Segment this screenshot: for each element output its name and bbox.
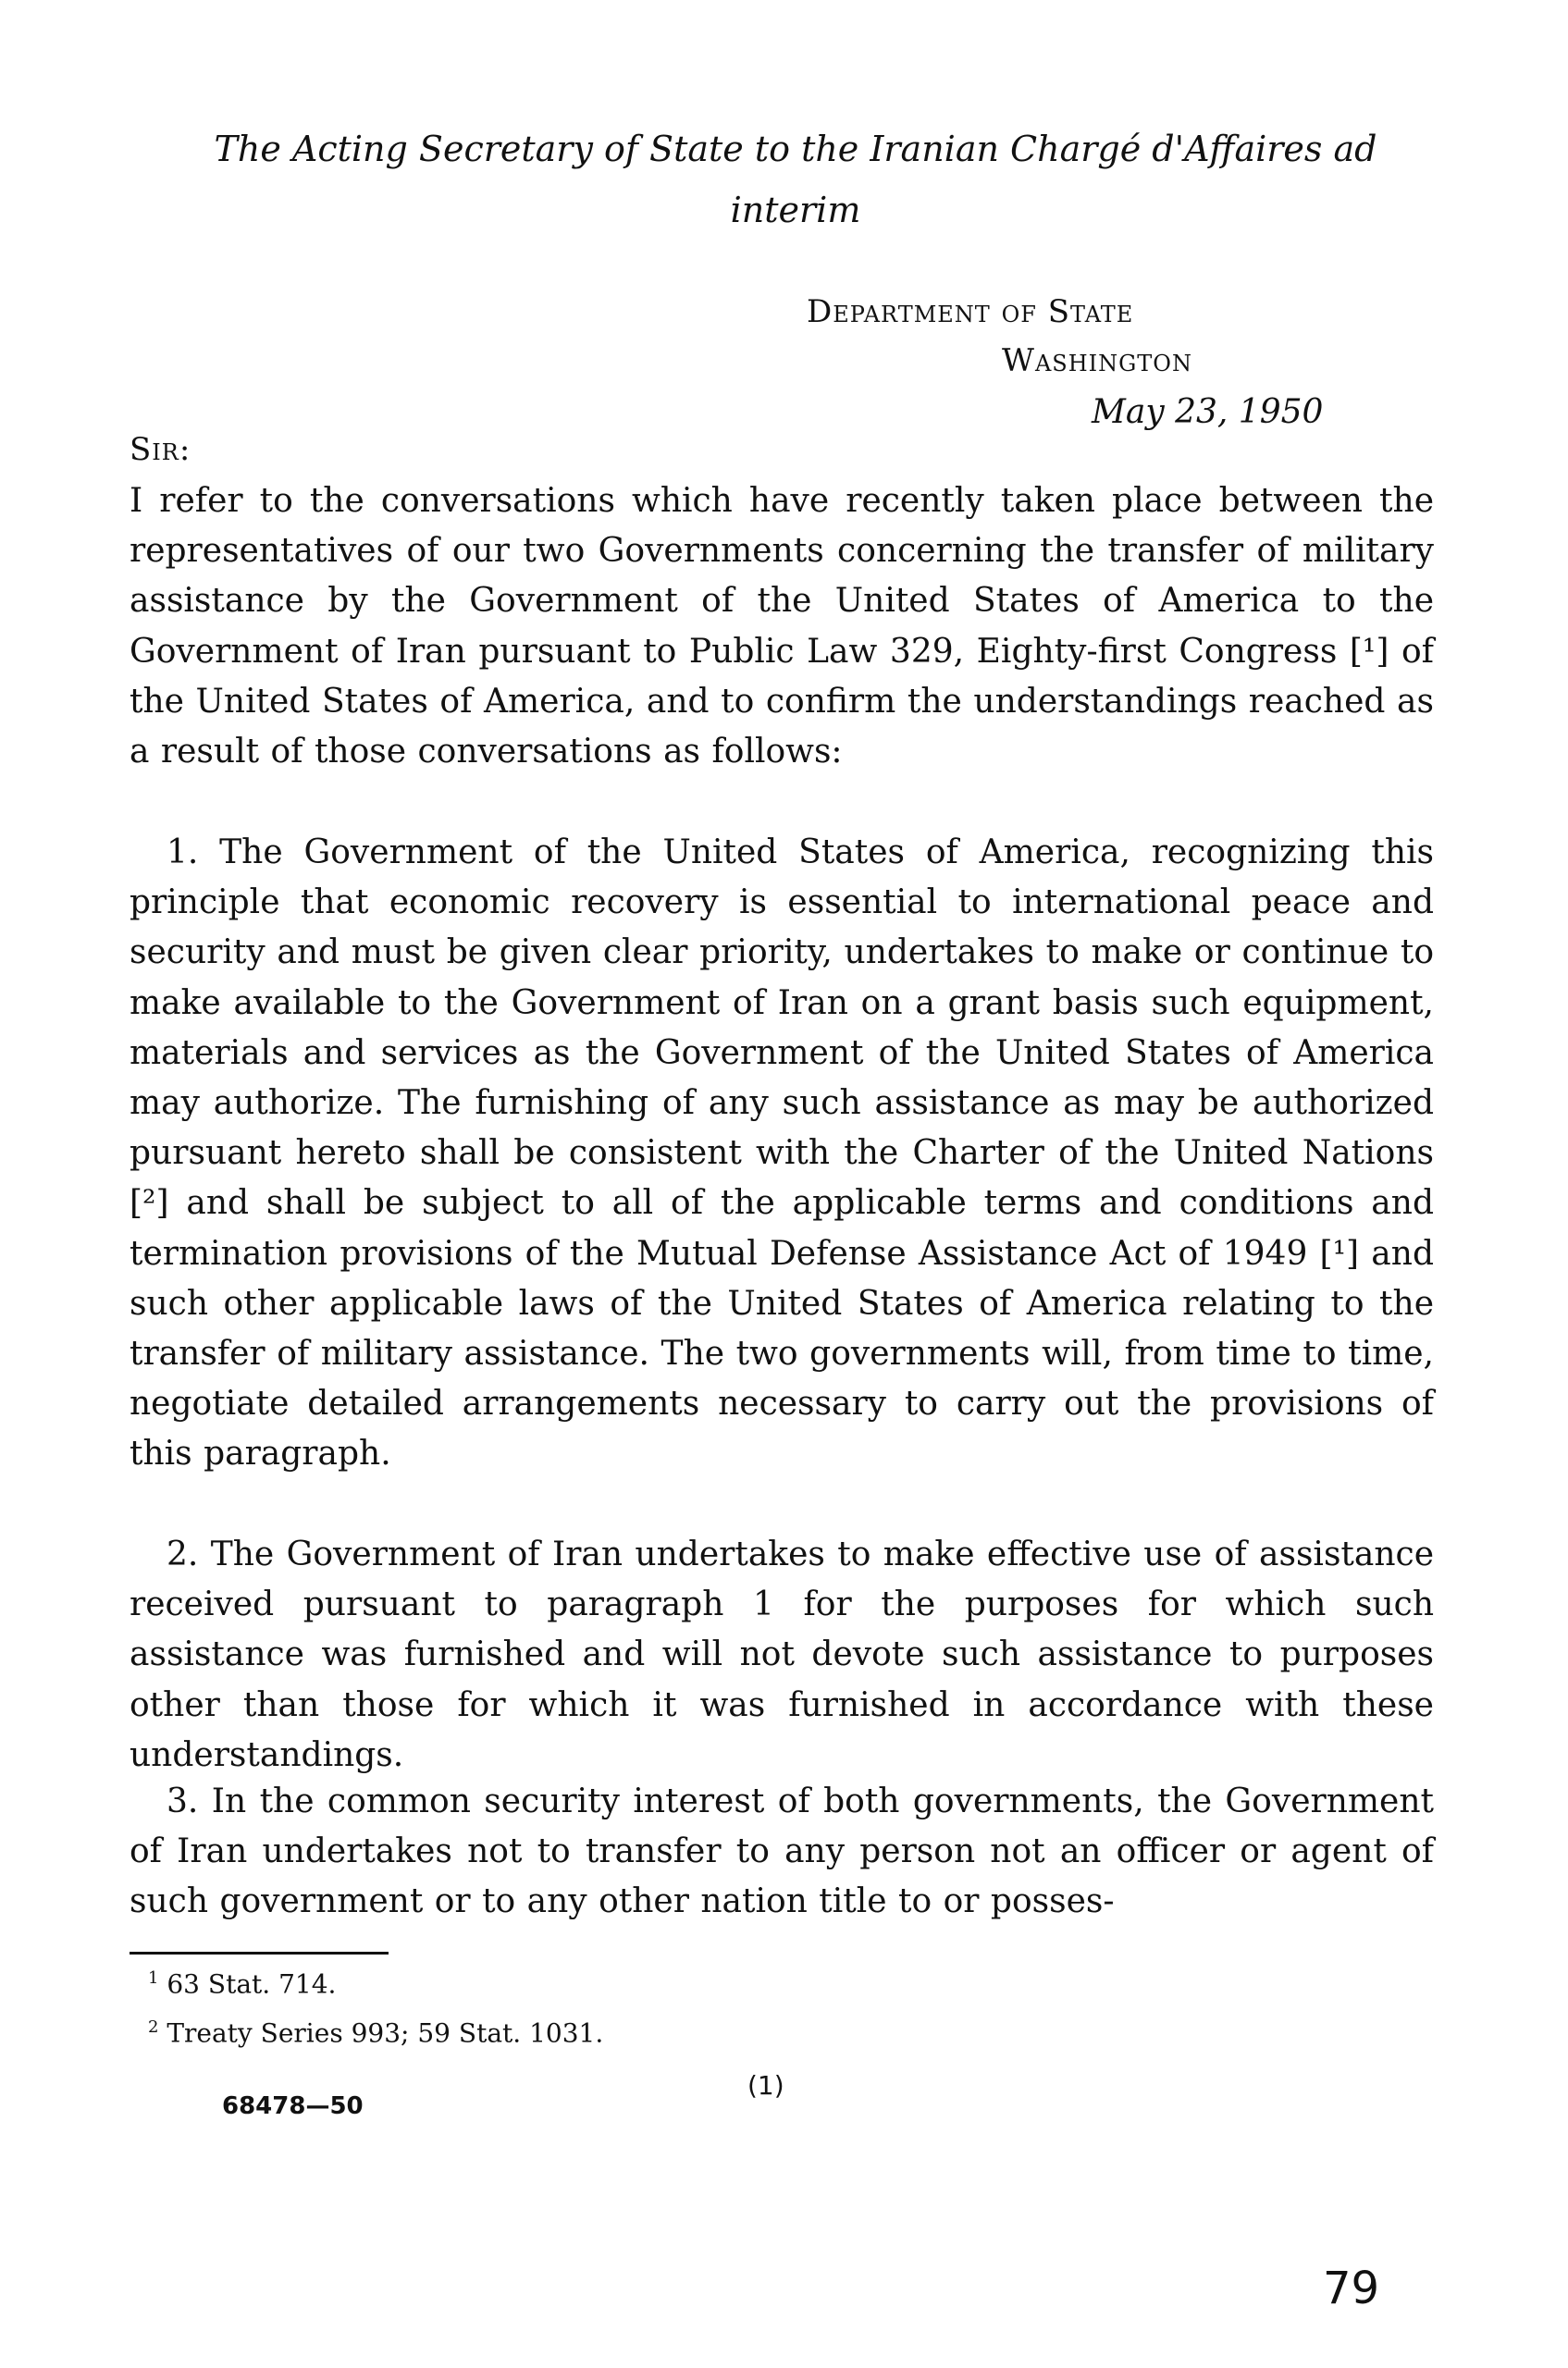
intro-paragraph bbox=[130, 476, 1434, 777]
footnote-2 bbox=[148, 2017, 604, 2049]
paragraph-1-text: 1. The Government of the United States of America, recognizing this principle that economic recovery is essential to international peace and security and must be given clear priority, undertakes to make or continue to make available to the Government of Iran on a grant basis such equipment, materials and services as the Government of the United States of America may authorize. The furnishing of any such assistance as may be authorized pursuant hereto shall be consistent with the Charter of the United Nations [²] and shall be subject to all of the applicable terms and conditions and termination provisions of the Mutual Defense Assistance Act of 1949 [¹] and such other applicable laws of the United States of America relating to the transfer of military assistance. The two governments will, from time to time, negotiate detailed arrangements necessary to carry out the provisions of this paragraph. bbox=[130, 833, 1434, 1474]
print-code: 68478—50 bbox=[222, 2092, 364, 2120]
footnote-1-text: 63 Stat. 714. bbox=[167, 1968, 337, 2000]
paragraph-3-text: 3. In the common security interest of both governments, the Government of Iran undertakes not to transfer to any person not an officer or agent of such government or to any other nation title to or posses- bbox=[130, 1782, 1434, 1921]
page-marker: (1) bbox=[747, 2070, 784, 2101]
footnote-2-text: Treaty Series 993; 59 Stat. 1031. bbox=[167, 2017, 604, 2049]
paragraph-2 bbox=[130, 1530, 1434, 1781]
footnote-1 bbox=[148, 1968, 337, 2000]
document-heading-continuation: interim bbox=[730, 190, 861, 230]
salutation: Sir: bbox=[130, 431, 191, 468]
sender-city: Washington bbox=[1002, 342, 1192, 379]
letter-date: May 23, 1950 bbox=[1092, 393, 1324, 431]
footnote-divider bbox=[130, 1952, 389, 1955]
intro-paragraph-text: I refer to the conversations which have recently taken place between the representatives of our two Governments concerning the transfer of military assistance by the Government of the United States of America to the Government of Iran pursuant to Public Law 329, Eighty-first Congress [¹] of the United States of America, and to confirm the understandings reached as a result of those conversations as follows: bbox=[130, 482, 1434, 771]
footnote-1-mark: 1 bbox=[148, 1968, 159, 1988]
paragraph-3 bbox=[130, 1777, 1434, 1928]
page-number: 79 bbox=[1323, 2263, 1380, 2314]
sender-department: Department of State bbox=[807, 293, 1134, 330]
footnote-2-mark: 2 bbox=[148, 2017, 159, 2037]
paragraph-2-text: 2. The Government of Iran undertakes to make effective use of assistance received pursuant to paragraph 1 for the purposes for which such assistance was furnished and will not devote such assistance to purposes other than those for which it was furnished in accordance with these understandings. bbox=[130, 1536, 1434, 1774]
document-heading: The Acting Secretary of State to the Iranian Chargé d'Affaires ad bbox=[214, 129, 1377, 169]
paragraph-1 bbox=[130, 828, 1434, 1480]
